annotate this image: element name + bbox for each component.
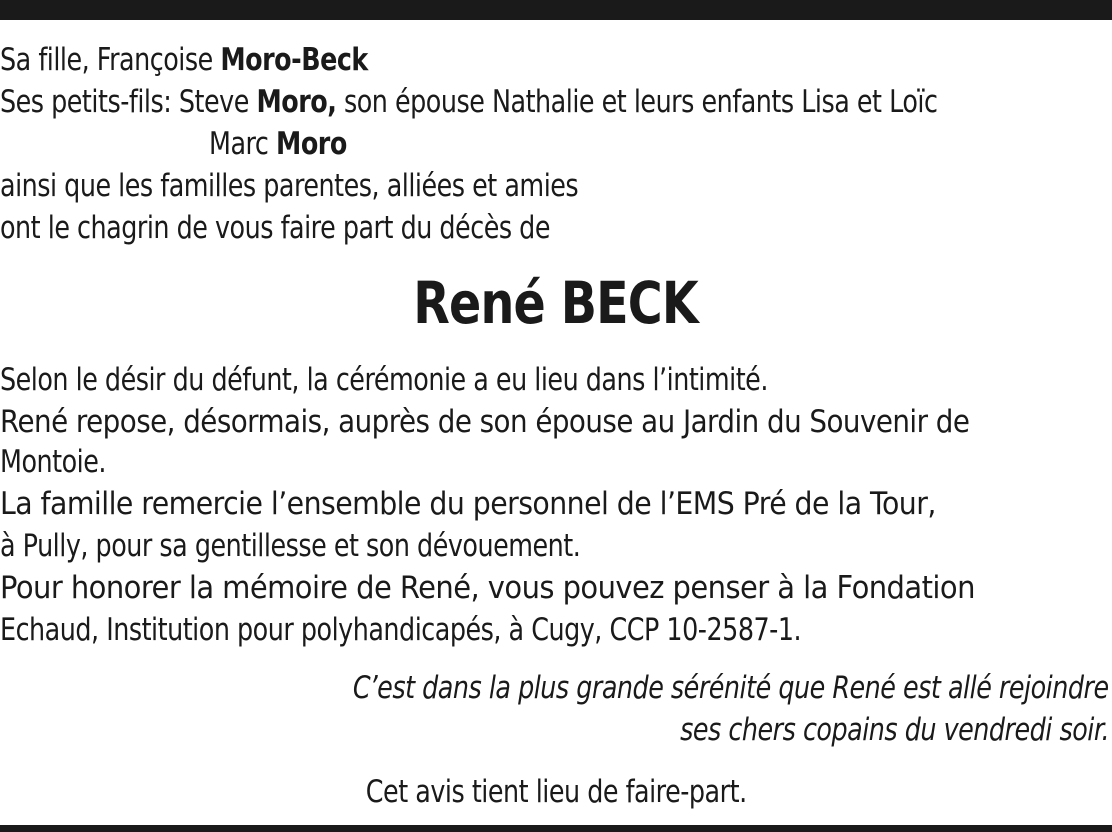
family-line-announcement	[0, 208, 671, 248]
body-thanks-line-1	[0, 484, 1023, 524]
deceased-name	[0, 268, 1112, 338]
quote-text-1: C’est dans la plus grande sérénité que René est allé rejoindre	[353, 670, 1109, 706]
marc-surname: Moro	[276, 126, 347, 162]
family-line-daughter-text: Sa fille, Françoise	[0, 42, 221, 78]
donation-text-1: Pour honorer la mémoire de René, vous pouvez penser à la Fondation	[0, 570, 975, 606]
bottom-border-rule	[0, 825, 1112, 832]
thanks-text-1: La famille remercie l’ensemble du personnel de l’EMS Pré de la Tour,	[0, 486, 936, 522]
family-line-marc-prefix: Marc	[209, 126, 277, 162]
body-donation-line-2	[0, 610, 977, 650]
announcement-text: ont le chagrin de vous faire part du décès de	[0, 210, 550, 246]
grandson-surname: Moro,	[256, 84, 337, 120]
rest-text-2: Montoie.	[0, 444, 106, 480]
closing-text: Cet avis tient lieu de faire-part.	[365, 774, 747, 810]
thanks-text-2: à Pully, pour sa gentillesse et son dévouement.	[0, 528, 581, 564]
quote-line-1	[0, 668, 1109, 708]
quote-text-2: ses chers copains du vendredi soir.	[680, 712, 1109, 748]
closing-line	[0, 772, 1112, 812]
family-line-grandson-marc	[209, 124, 377, 164]
quote-line-2	[0, 710, 1109, 750]
relatives-text: ainsi que les familles parentes, alliées et amies	[0, 168, 579, 204]
top-border-rule	[0, 0, 1112, 20]
daughter-name: Moro-Beck	[220, 42, 368, 78]
body-ceremony-line	[0, 360, 937, 400]
family-line-grandsons	[0, 82, 1112, 122]
ceremony-text: Selon le désir du défunt, la cérémonie a eu lieu dans l’intimité.	[0, 362, 768, 398]
body-donation-line-1	[0, 568, 1043, 608]
rest-text-1: René repose, désormais, auprès de son épouse au Jardin du Souvenir de	[0, 404, 970, 440]
body-rest-line-2	[0, 442, 129, 482]
donation-text-2: Echaud, Institution pour polyhandicapés, à Cugy, CCP 10-2587-1.	[0, 612, 802, 648]
deceased-name-text: René BECK	[413, 269, 699, 337]
family-line-grandsons-prefix: Ses petits-fils: Steve	[0, 84, 257, 120]
family-line-grandsons-suffix: son épouse Nathalie et leurs enfants Lisa et Loïc	[336, 84, 938, 120]
body-thanks-line-2	[0, 526, 708, 566]
body-rest-line-1	[0, 402, 1109, 442]
family-line-daughter	[0, 40, 449, 80]
family-line-relatives	[0, 166, 705, 206]
